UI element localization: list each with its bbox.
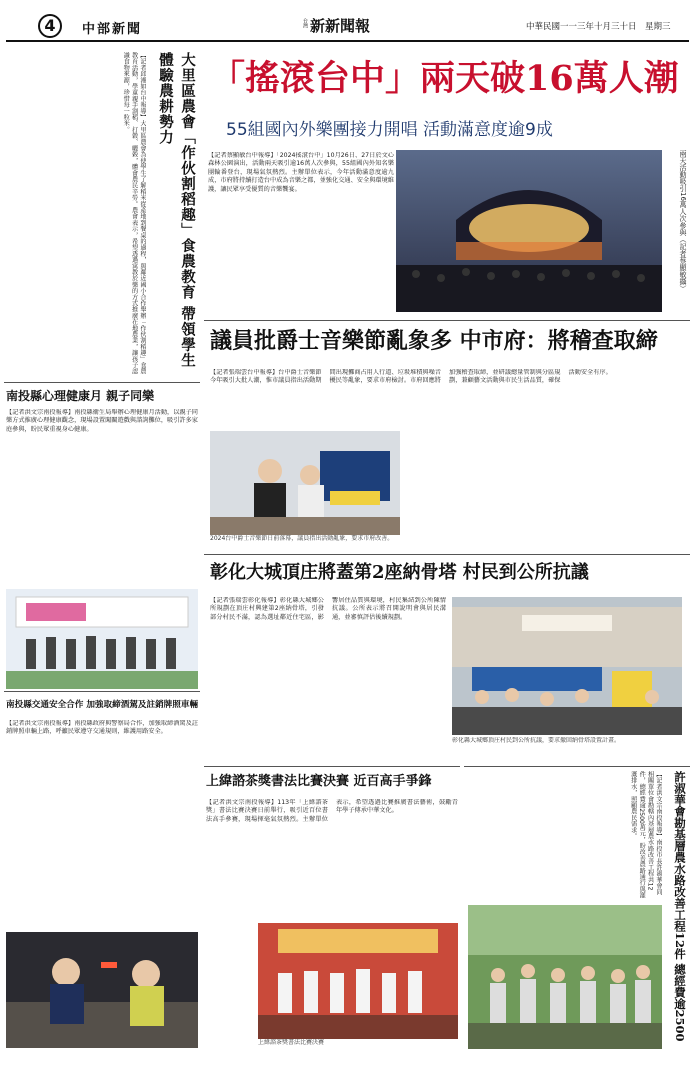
lead-photo-caption: 兩天活動吸引16萬人次參與（記者蔡顯敏攝） bbox=[679, 150, 687, 292]
jazz-photo-caption: 2024台中爵士音樂節日前落幕，議員指出活動亂象，要求市府改善。 bbox=[210, 535, 394, 542]
psychiatry-story bbox=[4, 387, 200, 692]
jazz-headline: 議員批爵士音樂節亂象多 中市府：將稽查取締 bbox=[210, 328, 658, 354]
paper-logo: 新新聞報 bbox=[310, 17, 371, 35]
page-number: 4 bbox=[38, 14, 62, 38]
section-title: 中部新聞 bbox=[82, 22, 143, 37]
calligraphy-headline: 上緯諮茶獎書法比賽決賽 近百高手爭鋒 bbox=[206, 774, 432, 789]
bone-photo-caption: 彰化縣大城鄉頂庄村民到公所抗議，要求撤回納骨塔設置計畫。 bbox=[452, 737, 621, 744]
lead-subhead: 55組國內外樂團接力開唱 活動滿意度逾9成 bbox=[226, 120, 553, 140]
jazz-body: 【記者張瑞雲台中報導】台中爵士音樂節今年吸引大批人潮，惟市議員指出活動期間出現攤商占用人行道、垃圾堆積與噪音擾民等亂象，要求市府檢討。市府回應將加強稽查取締，並研議總量管制與分區規劃，兼顧藝文活動與市民生活品質，確保活動安全有序。 bbox=[210, 369, 612, 385]
jazz-story bbox=[204, 320, 690, 552]
calligraphy-story bbox=[204, 766, 460, 1050]
road-story bbox=[464, 766, 690, 1050]
calligraphy-photo-caption: 上緯諮茶獎書法比賽決賽 bbox=[258, 1039, 325, 1046]
psychiatry-photo-1 bbox=[6, 589, 198, 689]
masthead bbox=[6, 10, 689, 42]
traffic-story bbox=[4, 696, 200, 1050]
psychiatry-body: 【記者洪文宗南投報導】南投縣衛生局舉辦心理健康月活動，以親子同樂方式推廣心理健康觀念，現場設置闖關遊戲與諮詢攤位，吸引許多家庭參與，盼民眾重視身心健康。 bbox=[6, 409, 198, 433]
bone-story bbox=[204, 554, 690, 762]
lead-headline: 「搖滾台中」兩天破16萬人潮 bbox=[210, 58, 679, 99]
road-body: 【記者洪文宗南投報導】南投市長許淑華會同相關單位會勘轄內基層農水路改善工程共12件，總經費逾2500萬元，盼改善農路通行與灌溉排水，照顧農民需求。 bbox=[629, 771, 662, 899]
bone-body: 【記者張瑞雲彰化報導】彰化縣大城鄉公所規劃在頂庄村興建第2座納骨塔，引發部分村民不滿，認為選址鄰近住宅區，影響居住品質與環境，村民集結到公所陳情抗議。公所表示將召開說明會與居民溝通，並審慎評估後續規劃。 bbox=[210, 597, 446, 621]
road-photo bbox=[468, 905, 662, 1049]
bone-photo bbox=[452, 597, 682, 735]
lead-concert-photo bbox=[396, 150, 662, 312]
story-farmers-body: 【記者邱湘如台中報導】大里區農會為使學生了解稻米從產地到餐桌的過程，與鄰近國小合作舉辦「作伙割稻趣」食農教育活動，學童親手割稻、打穀、曬穀，體會農民辛勞。農會表示，希望透過寓教於樂的方式推廣在地農業，讓孩子認識食物來源，珍惜每一粒米。 bbox=[122, 52, 146, 375]
traffic-photo bbox=[6, 932, 198, 1048]
traffic-body: 【記者洪文宗南投報導】南投縣政府與警察局合作，加強取締酒駕及註銷牌照車輛上路，呼籲民眾遵守交通規則，維護用路安全。 bbox=[6, 720, 198, 736]
issue-date: 中華民國一一三年十月三十日 星期三 bbox=[526, 22, 671, 32]
lead-body: 【記者蔡顯敏台中報導】「2024搖滾台中」10月26日、27日於文心森林公園演出，活動兩天吸引逾16萬人次參與，55組國內外知名樂團輪番登台，現場氣氛熱烈。主辦單位表示，今年活動滿意度逾九成，市府將持續打造台中成為音樂之都，並強化交通、安全與環境維護，讓民眾享受優質的音樂饗宴。 bbox=[208, 152, 394, 193]
story-farmers-title: 大里區農會「作伙割稻趣」食農教育 帶領學生體驗農耕勢力 bbox=[157, 52, 196, 369]
road-headline: 許淑華會勘基層農水路改善工程12件 總經費逾2500 bbox=[673, 771, 687, 1042]
jazz-photo bbox=[210, 431, 400, 535]
calligraphy-photo bbox=[258, 923, 458, 1039]
paper-logo-small: 台灣 bbox=[302, 18, 308, 28]
lead-story bbox=[204, 48, 690, 316]
bone-headline: 彰化大城頂庄將蓋第2座納骨塔 村民到公所抗議 bbox=[210, 562, 589, 583]
psychiatry-headline: 南投縣心理健康月 親子同樂 bbox=[6, 389, 155, 403]
calligraphy-body: 【記者洪文宗南投報導】113年「上緯諮茶獎」書法比賽決賽日前舉行，吸引近百位書法高手參賽，現場揮毫氣氛熱烈。主辦單位表示，希望透過比賽推廣書法藝術，鼓勵青年學子傳承中華文化。 bbox=[206, 799, 458, 823]
traffic-headline: 南投縣交通安全合作 加強取締酒駕及註銷牌照車輛 bbox=[6, 700, 198, 710]
story-farmers bbox=[4, 48, 200, 383]
